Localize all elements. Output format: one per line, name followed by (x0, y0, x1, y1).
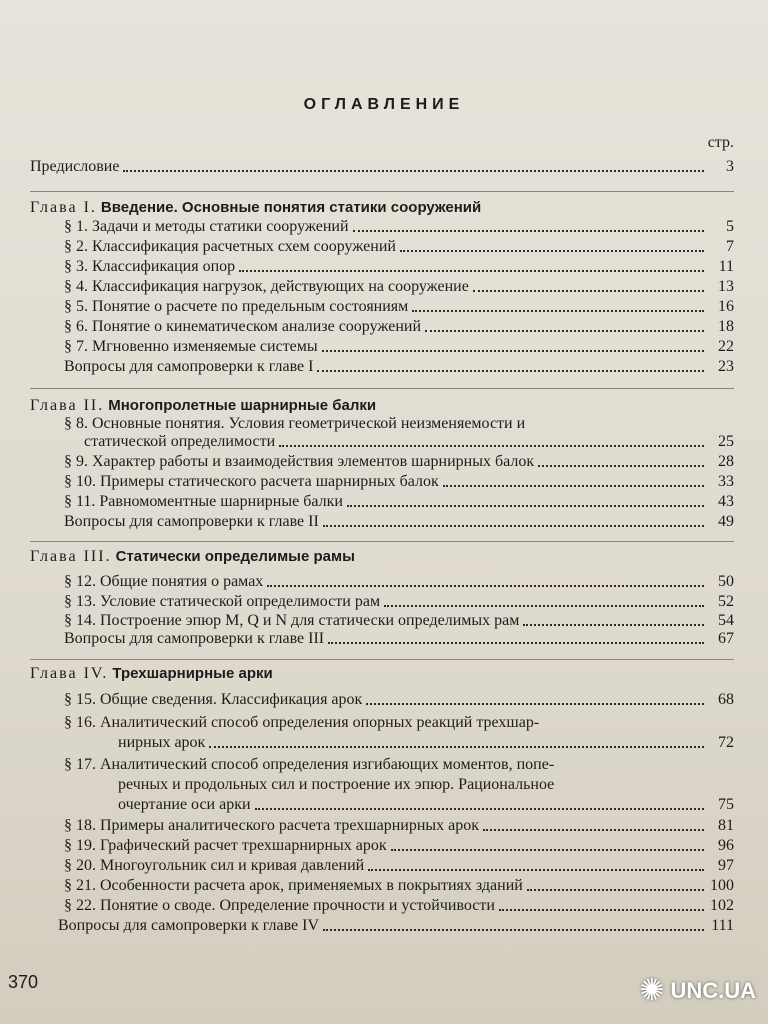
toc-entry (64, 897, 734, 915)
toc-entry-text: § 9. Характер работы и взаимодействия элементов шарнирных балок (64, 453, 535, 470)
toc-entry (118, 734, 734, 752)
toc-entry-text: § 10. Примеры статического расчета шарнирных балок (64, 473, 439, 490)
leader-dots (527, 888, 704, 891)
chapter-label: Глава IV. (30, 665, 109, 682)
leader-dots (209, 745, 704, 748)
toc-entry-page: 23 (718, 358, 734, 375)
toc-entry-text: § 19. Графический расчет трехшарнирных арок (64, 837, 387, 854)
toc-entry-text: § 1. Задачи и методы статики сооружений (64, 218, 349, 235)
toc-entry-page: 33 (718, 473, 734, 490)
toc-entry-page: 25 (718, 433, 734, 450)
toc-entry (64, 837, 734, 855)
toc-entry-page: 100 (710, 877, 734, 894)
toc-review-text: Вопросы для самопроверки к главе IV (58, 917, 320, 934)
chapter-title: Трехшарнирные арки (112, 665, 273, 682)
toc-entry (64, 857, 734, 875)
watermark-text: UNC.UA (670, 977, 756, 1003)
divider (30, 541, 734, 542)
chapter-heading (30, 548, 355, 566)
leader-dots (123, 169, 704, 172)
toc-entry (64, 238, 734, 256)
leader-dots (483, 828, 704, 831)
toc-entry (64, 218, 734, 236)
toc-entry-text: § 6. Понятие о кинематическом анализе сооружений (64, 318, 422, 335)
toc-entry-page: 49 (718, 513, 734, 530)
chapter-title: Статически определимые рамы (115, 548, 355, 565)
toc-entry (118, 796, 734, 814)
leader-dots (279, 444, 704, 447)
toc-entry (64, 877, 734, 895)
toc-entry-page: 72 (718, 734, 734, 751)
toc-entry-continuation: очертание оси арки (118, 796, 251, 813)
toc-entry-text: § 8. Основные понятия. Условия геометрической неизменяемости и (64, 415, 526, 432)
toc-review (64, 358, 734, 376)
leader-dots (523, 623, 704, 626)
toc-entry-text: § 5. Понятие о расчете по предельным состояниям (64, 298, 409, 315)
toc-entry-text: § 2. Классификация расчетных схем сооружений (64, 238, 396, 255)
leader-dots (322, 349, 704, 352)
toc-entry-page: 13 (718, 278, 734, 295)
toc-entry-continuation: нирных арок (118, 734, 206, 751)
chapter-heading (30, 199, 481, 217)
toc-entry-text: § 14. Построение эпюр M, Q и N для статически определимых рам (64, 612, 520, 629)
chapter-label: Глава II. (30, 397, 105, 414)
toc-entry-page: 11 (718, 258, 734, 275)
chapter-heading (30, 397, 376, 415)
chapter-label: Глава III. (30, 548, 112, 565)
toc-entry-page: 52 (718, 593, 734, 610)
toc-preface (30, 158, 734, 176)
toc-entry-text: § 16. Аналитический способ определения опорных реакций трехшар- (64, 714, 540, 731)
toc-entry-text: § 20. Многоугольник сил и кривая давлений (64, 857, 365, 874)
leader-dots (347, 504, 704, 507)
toc-entry-page: 7 (726, 238, 734, 255)
toc-entry-page: 67 (718, 630, 734, 647)
toc-entry (64, 612, 734, 630)
toc-entry-page: 43 (718, 493, 734, 510)
page-title: ОГЛАВЛЕНИЕ (303, 96, 465, 113)
toc-entry-text: § 13. Условие статической определимости рам (64, 593, 381, 610)
toc-entry-text: § 21. Особенности расчета арок, применяемых в покрытиях зданий (64, 877, 523, 894)
toc-entry-page: 96 (718, 837, 734, 854)
toc-entry-text: § 4. Классификация нагрузок, действующих на сооружение (64, 278, 469, 295)
leader-dots (391, 848, 704, 851)
toc-entry-text: § 17. Аналитический способ определения изгибающих моментов, попе- (64, 756, 555, 773)
toc-entry-text: § 3. Классификация опор (64, 258, 236, 275)
toc-preface-text: Предисловие (30, 158, 120, 175)
leader-dots (368, 868, 704, 871)
page-column-label: стр. (707, 134, 734, 151)
sun-icon: ✺ (639, 974, 665, 1007)
toc-entry (64, 493, 734, 511)
leader-dots (443, 484, 704, 487)
toc-review (58, 917, 734, 935)
toc-entry-page: 68 (718, 691, 734, 708)
toc-entry (64, 593, 734, 611)
chapter-title: Введение. Основные понятия статики сооружений (100, 199, 482, 216)
toc-review-text: Вопросы для самопроверки к главе II (64, 513, 319, 530)
leader-dots (473, 289, 704, 292)
toc-entry (64, 453, 734, 471)
leader-dots (366, 702, 704, 705)
toc-entry-text: § 18. Примеры аналитического расчета трехшарнирных арок (64, 817, 480, 834)
leader-dots (425, 329, 704, 332)
leader-dots (328, 641, 704, 644)
toc-preface-page: 3 (726, 158, 734, 175)
leader-dots (412, 309, 704, 312)
leader-dots (400, 249, 704, 252)
toc-entry-page: 102 (710, 897, 734, 914)
toc-review-text: Вопросы для самопроверки к главе I (64, 358, 314, 375)
divider (30, 388, 734, 389)
toc-entry (64, 278, 734, 296)
toc-entry-page: 75 (718, 796, 734, 813)
chapter-title: Многопролетные шарнирные балки (108, 397, 377, 414)
watermark (639, 973, 756, 1008)
divider (30, 191, 734, 192)
toc-entry-page: 81 (718, 817, 734, 834)
leader-dots (267, 584, 704, 587)
leader-dots (384, 604, 704, 607)
toc-entry-page: 16 (718, 298, 734, 315)
toc-entry-text: § 12. Общие понятия о рамах (64, 573, 264, 590)
toc-entry-page: 18 (718, 318, 734, 335)
page-number: 370 (8, 972, 39, 992)
toc-entry (64, 573, 734, 591)
toc-entry (64, 691, 734, 709)
toc-review-text: Вопросы для самопроверки к главе III (64, 630, 325, 647)
leader-dots (323, 524, 704, 527)
toc-entry-page: 54 (718, 612, 734, 629)
toc-entry-continuation: статической определимости (84, 433, 276, 450)
leader-dots (255, 807, 704, 810)
toc-entry (64, 258, 734, 276)
toc-entry-page: 50 (718, 573, 734, 590)
chapter-heading (30, 665, 273, 683)
divider (30, 659, 734, 660)
toc-entry-continuation: речных и продольных сил и построение их эпюр. Рациональное (118, 776, 555, 793)
toc-entry (64, 298, 734, 316)
toc-entry-page: 22 (718, 338, 734, 355)
leader-dots (538, 464, 704, 467)
toc-entry (64, 318, 734, 336)
toc-entry-page: 97 (718, 857, 734, 874)
toc-entry (64, 338, 734, 356)
toc-entry-page: 5 (726, 218, 734, 235)
leader-dots (317, 369, 704, 372)
leader-dots (499, 908, 704, 911)
toc-entry-page: 111 (711, 917, 734, 934)
toc-entry-text: § 22. Понятие о своде. Определение прочности и устойчивости (64, 897, 495, 914)
toc-entry (84, 433, 734, 451)
toc-entry-text: § 7. Мгновенно изменяемые системы (64, 338, 318, 355)
leader-dots (239, 269, 704, 272)
toc-review (64, 513, 734, 531)
toc-entry (64, 473, 734, 491)
toc-entry-page: 28 (718, 453, 734, 470)
leader-dots (353, 229, 704, 232)
leader-dots (323, 928, 704, 931)
chapter-label: Глава I. (30, 199, 97, 216)
toc-entry-text: § 15. Общие сведения. Классификация арок (64, 691, 363, 708)
toc-entry-text: § 11. Равномоментные шарнирные балки (64, 493, 343, 510)
toc-entry (64, 817, 734, 835)
toc-review (64, 630, 734, 648)
